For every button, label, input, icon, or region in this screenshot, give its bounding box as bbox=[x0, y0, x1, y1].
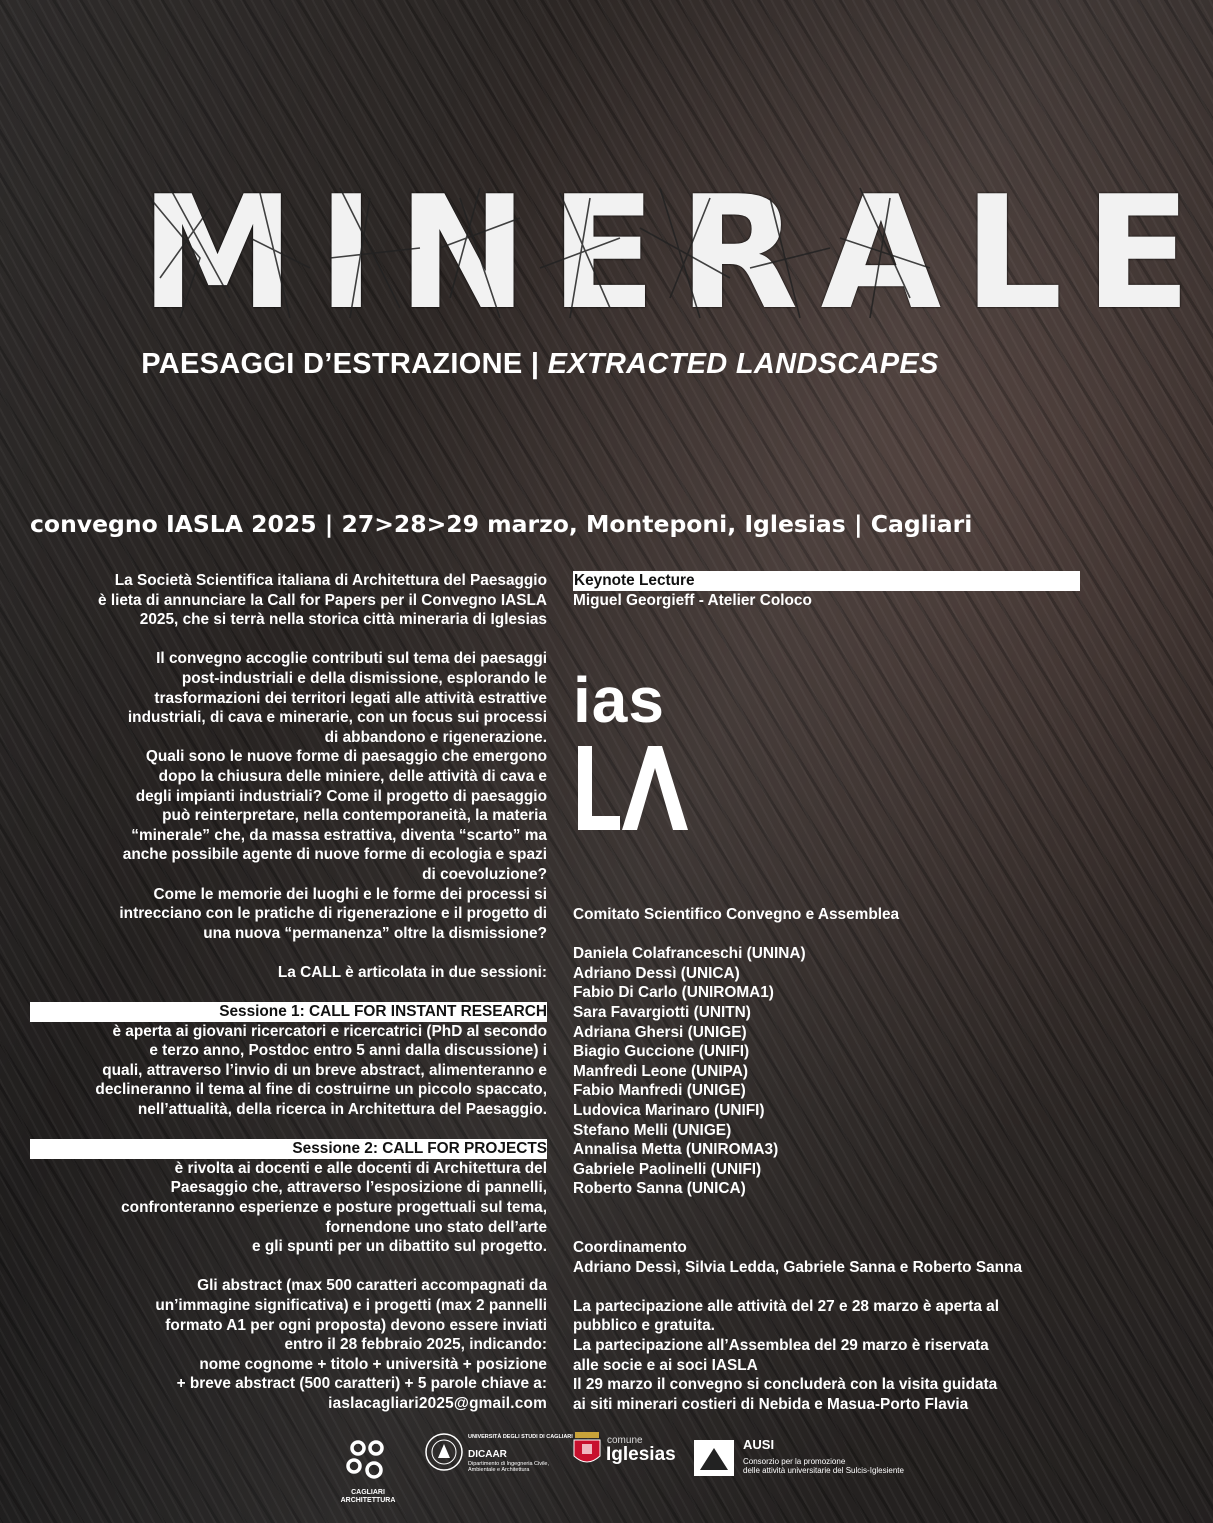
theme-line: intrecciano con le pratiche di rigenerazione e il progetto di bbox=[119, 905, 547, 923]
keynote-speaker: Miguel Georgieff - Atelier Coloco bbox=[573, 591, 812, 609]
cagliari-architettura-logo-icon bbox=[344, 1436, 390, 1482]
theme-line: “minerale” che, da massa estrattiva, diventa “scarto” ma bbox=[131, 826, 547, 844]
university-seal-icon bbox=[424, 1432, 464, 1472]
session2-line: Paesaggio che, attraverso l’esposizione di pannelli, bbox=[170, 1179, 547, 1197]
session1-line: declineranno il tema al fine di costruirne un piccolo spaccato, bbox=[95, 1081, 547, 1099]
submission-line: un’immagine significativa) e i progetti (max 2 pannelli bbox=[155, 1296, 547, 1314]
subtitle-italic: EXTRACTED LANDSCAPES bbox=[547, 348, 939, 380]
cagliari-line1: CAGLIARI bbox=[351, 1489, 385, 1496]
committee-member: Manfredi Leone (UNIPA) bbox=[573, 1062, 749, 1080]
ausi-sub bbox=[743, 1457, 904, 1475]
submission-line: Gli abstract (max 500 caratteri accompagnati da bbox=[197, 1277, 547, 1295]
dicaar-sub bbox=[468, 1461, 549, 1473]
theme-line: Il convegno accoglie contributi sul tema dei paesaggi bbox=[156, 650, 547, 668]
submission-line: formato A1 per ogni proposta) devono essere inviati bbox=[165, 1316, 547, 1334]
submission-line: nome cognome + titolo + università + posizione bbox=[199, 1355, 547, 1373]
participation-line: La partecipazione alle attività del 27 e 28 marzo è aperta al bbox=[573, 1297, 999, 1315]
poster-title: MINERALE bbox=[140, 162, 1213, 344]
submission-line: entro il 28 febbraio 2025, indicando: bbox=[284, 1336, 547, 1354]
keynote-label: Keynote Lecture bbox=[573, 571, 1080, 591]
participation-line: alle socie e ai soci IASLA bbox=[573, 1356, 758, 1374]
ausi-label: AUSI bbox=[743, 1437, 775, 1452]
cagliari-line2: ARCHITETTURA bbox=[340, 1497, 396, 1504]
left-column bbox=[30, 571, 547, 1414]
session1-line: quali, attraverso l’invio di un breve abstract, alimenteranno e bbox=[102, 1061, 547, 1079]
theme-line: industriali, di cava e minerarie, con un focus sui processi bbox=[127, 709, 547, 727]
theme-line: può reinterpretare, nella contemporaneità, la materia bbox=[162, 807, 547, 825]
session1-title: Sessione 1: CALL FOR INSTANT RESEARCH bbox=[30, 1002, 547, 1022]
iasla-logo-ias: ias bbox=[573, 664, 665, 736]
ausi-sub1: Consorzio per la promozione bbox=[743, 1457, 846, 1466]
committee-title: Comitato Scientifico Convegno e Assemblea bbox=[573, 906, 900, 923]
keynote-block bbox=[573, 571, 1080, 610]
comune-label: comune bbox=[607, 1435, 643, 1446]
iasla-logo-la-mark bbox=[570, 742, 690, 832]
theme-line: Quali sono le nuove forme di paesaggio che emergono bbox=[145, 748, 547, 766]
coord-names: Adriano Dessì, Silvia Ledda, Gabriele Sanna e Roberto Sanna bbox=[573, 1258, 1023, 1276]
theme-line: post-industriali e della dismissione, esplorando le bbox=[181, 669, 547, 687]
iglesias-label: Iglesias bbox=[606, 1444, 676, 1465]
participation-line: Il 29 marzo il convegno si concluderà con la visita guidata bbox=[573, 1376, 998, 1394]
footer-logos bbox=[0, 1428, 1080, 1508]
theme-line: dopo la chiusura delle miniere, delle attività di cava e bbox=[158, 767, 547, 785]
participation-line: pubblico e gratuita. bbox=[573, 1317, 715, 1335]
theme-line: una nuova “permanenza” oltre la dismissione? bbox=[203, 924, 547, 942]
session2-line: è rivolta ai docenti e alle docenti di Architettura del bbox=[174, 1159, 547, 1177]
committee-block bbox=[573, 905, 1080, 1414]
dicaar-sub2: Ambientale e Architettura bbox=[468, 1467, 530, 1473]
session2-line: confronteranno esperienze e posture progettuali sul tema, bbox=[121, 1199, 547, 1216]
title-crack-texture bbox=[140, 162, 1213, 344]
committee-member: Ludovica Marinaro (UNIFI) bbox=[573, 1101, 765, 1119]
theme-line: anche possibile agente di nuove forme di ecologia e spazi bbox=[122, 846, 547, 864]
intro-line: 2025, che si terrà nella storica città mineraria di Iglesias bbox=[139, 611, 547, 629]
theme-line: trasformazioni dei territori legati alle attività estrattive bbox=[154, 689, 547, 707]
committee-member: Roberto Sanna (UNICA) bbox=[573, 1180, 746, 1198]
coord-title: Coordinamento bbox=[573, 1239, 687, 1257]
cagliari-architettura-label bbox=[328, 1489, 408, 1505]
dicaar-sub1: Dipartimento di Ingegneria Civile, bbox=[468, 1461, 550, 1467]
committee-member: Fabio Di Carlo (UNIROMA1) bbox=[573, 984, 774, 1002]
iglesias-coat-of-arms-icon bbox=[572, 1432, 602, 1468]
committee-member: Sara Favargiotti (UNITN) bbox=[573, 1003, 751, 1021]
subtitle-main: PAESAGGI D’ESTRAZIONE | bbox=[141, 348, 540, 380]
theme-line: degli impianti industriali? Come il progetto di paesaggio bbox=[135, 787, 547, 805]
session2-line: fornendone uno stato dell’arte bbox=[325, 1218, 547, 1236]
call-intro: La CALL è articolata in due sessioni: bbox=[277, 963, 547, 981]
session1-line: e terzo anno, Postdoc entro 5 anni dalla discussione) i bbox=[149, 1042, 547, 1060]
ausi-logo-icon bbox=[694, 1440, 734, 1476]
committee-member: Stefano Melli (UNIGE) bbox=[573, 1121, 732, 1139]
session1-line: è aperta ai giovani ricercatori e ricercatrici (PhD al secondo bbox=[112, 1022, 547, 1040]
session2-line: e gli spunti per un dibattito sul progetto. bbox=[252, 1238, 547, 1256]
committee-member: Annalisa Metta (UNIROMA3) bbox=[573, 1141, 779, 1159]
participation-line: ai siti minerari costieri di Nebida e Masua-Porto Flavia bbox=[573, 1395, 969, 1413]
ausi-sub2: delle attività universitarie del Sulcis-Iglesiente bbox=[743, 1466, 904, 1475]
session1-line: nell’attualità, della ricerca in Architettura del Paesaggio. bbox=[137, 1101, 547, 1119]
session2-title: Sessione 2: CALL FOR PROJECTS bbox=[30, 1139, 547, 1159]
event-line: convegno IASLA 2025 | 27>28>29 marzo, Monteponi, Iglesias | Cagliari bbox=[30, 510, 973, 538]
intro-line: è lieta di annunciare la Call for Papers per il Convegno IASLA bbox=[97, 591, 547, 609]
dicaar-label: DICAAR bbox=[468, 1449, 507, 1460]
committee-member: Fabio Manfredi (UNIGE) bbox=[573, 1082, 746, 1100]
participation-line: La partecipazione all’Assemblea del 29 marzo è riservata bbox=[573, 1337, 989, 1355]
theme-line: Come le memorie dei luoghi e le forme dei processi si bbox=[153, 885, 547, 903]
committee-member: Biagio Guccione (UNIFI) bbox=[573, 1043, 750, 1061]
submission-line: + breve abstract (500 caratteri) + 5 parole chiave a: bbox=[176, 1375, 547, 1393]
committee-member: Adriano Dessì (UNICA) bbox=[573, 964, 740, 982]
committee-member: Adriana Ghersi (UNIGE) bbox=[573, 1023, 747, 1041]
university-name: UNIVERSITÀ DEGLI STUDI DI CAGLIARI bbox=[468, 1434, 573, 1440]
poster-subtitle bbox=[0, 348, 1080, 381]
committee-member: Gabriele Paolinelli (UNIFI) bbox=[573, 1160, 762, 1178]
committee-member: Daniela Colafranceschi (UNINA) bbox=[573, 945, 806, 963]
theme-line: di abbandono e rigenerazione. bbox=[324, 728, 547, 746]
email-link[interactable]: iaslacagliari2025@gmail.com bbox=[328, 1394, 547, 1412]
intro-line: La Società Scientifica italiana di Architettura del Paesaggio bbox=[114, 572, 547, 589]
theme-line: di coevoluzione? bbox=[422, 865, 547, 883]
